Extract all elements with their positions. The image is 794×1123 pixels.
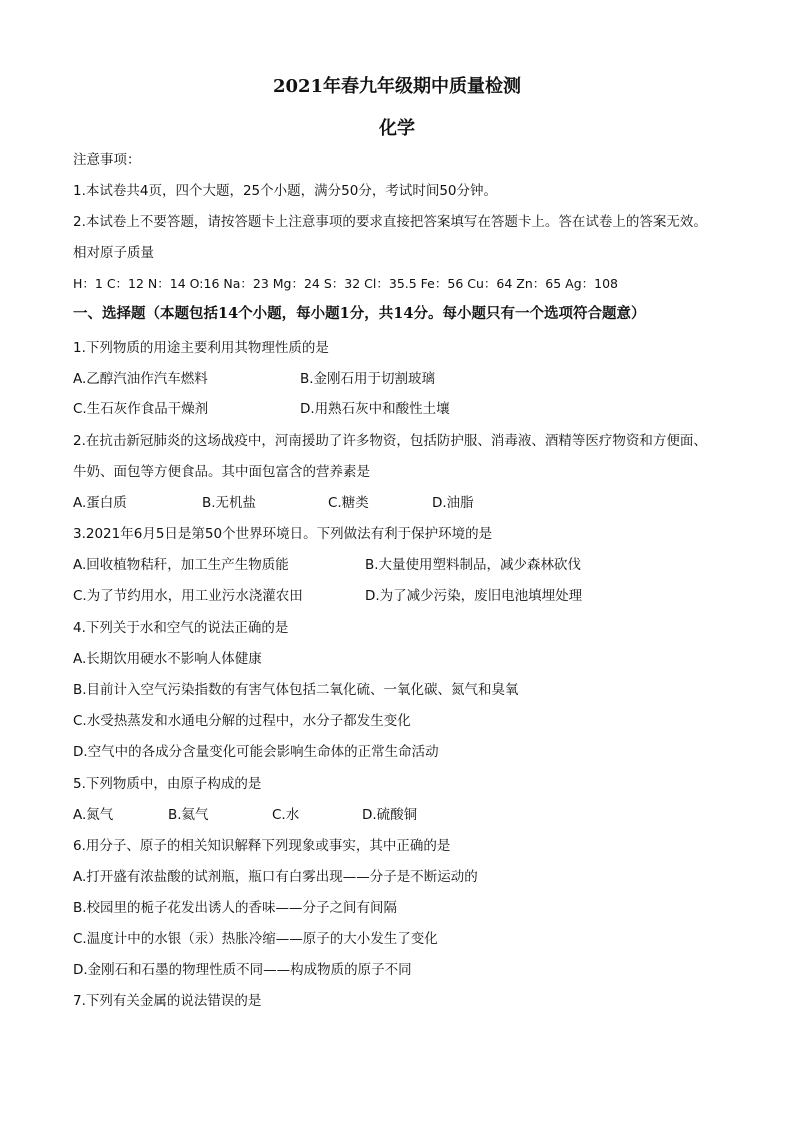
- question-6-option-b: B.校园里的栀子花发出诱人的香味——分子之间有间隔: [73, 900, 398, 916]
- question-5-option-b: B.氦气: [168, 807, 209, 823]
- question-7-stem: 7.下列有关金属的说法错误的是: [73, 993, 262, 1009]
- question-4-stem: 4.下列关于水和空气的说法正确的是: [73, 620, 289, 636]
- question-1-stem: 1.下列物质的用途主要利用其物理性质的是: [73, 340, 329, 356]
- question-5-option-d: D.硫酸铜: [362, 807, 418, 823]
- question-2-stem-line-2: 牛奶、面包等方便食品。其中面包富含的营养素是: [73, 464, 370, 480]
- subject-title: 化学: [379, 118, 415, 139]
- question-1-option-c: C.生石灰作食品干燥剂: [73, 401, 209, 417]
- question-5-option-a: A.氮气: [73, 807, 114, 823]
- question-1-option-a: A.乙醇汽油作汽车燃料: [73, 371, 208, 387]
- question-3-option-d: D.为了减少污染，废旧电池填埋处理: [365, 588, 583, 604]
- question-5-stem: 5.下列物质中，由原子构成的是: [73, 776, 262, 792]
- notes-heading: 注意事项：: [73, 152, 141, 168]
- question-4-option-a: A.长期饮用硬水不影响人体健康: [73, 651, 262, 667]
- notes-item-1: 1.本试卷共4页，四个大题，25个小题，满分50分，考试时间50分钟。: [73, 183, 498, 199]
- question-1-option-b: B.金刚石用于切割玻璃: [300, 371, 436, 387]
- question-6-option-a: A.打开盛有浓盐酸的试剂瓶，瓶口有白雾出现——分子是不断运动的: [73, 869, 478, 885]
- exam-title: 2021年春九年级期中质量检测: [272, 76, 522, 97]
- section-1-heading: 一、选择题（本题包括14个小题，每小题1分，共14分。每小题只有一个选项符合题意）: [73, 305, 646, 322]
- notes-item-2: 2.本试卷上不要答题，请按答题卡上注意事项的要求直接把答案填写在答题卡上。答在试卷上的答案无效。: [73, 214, 707, 230]
- question-1-option-d: D.用熟石灰中和酸性土壤: [300, 401, 450, 417]
- question-2-option-d: D.油脂: [432, 495, 474, 511]
- question-3-option-b: B.大量使用塑料制品，减少森林砍伐: [365, 557, 582, 573]
- question-2-option-b: B.无机盐: [202, 495, 257, 511]
- question-2-option-c: C.糖类: [328, 495, 369, 511]
- question-2-option-a: A.蛋白质: [73, 495, 127, 511]
- question-6-stem: 6.用分子、原子的相关知识解释下列现象或事实，其中正确的是: [73, 838, 451, 854]
- atomic-mass-heading: 相对原子质量: [73, 245, 154, 261]
- question-6-option-d: D.金刚石和石墨的物理性质不同——构成物质的原子不同: [73, 962, 412, 978]
- question-3-stem: 3.2021年6月5日是第50个世界环境日。下列做法有利于保护环境的是: [73, 526, 493, 542]
- question-6-option-c: C.温度计中的水银（汞）热胀冷缩——原子的大小发生了变化: [73, 931, 438, 947]
- question-4-option-d: D.空气中的各成分含量变化可能会影响生命体的正常生命活动: [73, 744, 439, 760]
- atomic-mass-values: H：1 C：12 N：14 O:16 Na：23 Mg：24 S：32 Cl：35.5 Fe：56 Cu：64 Zn：65 Ag：108: [73, 276, 618, 291]
- question-3-option-c: C.为了节约用水，用工业污水浇灌农田: [73, 588, 303, 604]
- question-4-option-b: B.目前计入空气污染指数的有害气体包括二氧化硫、一氧化碳、氮气和臭氧: [73, 682, 519, 698]
- question-4-option-c: C.水受热蒸发和水通电分解的过程中，水分子都发生变化: [73, 713, 411, 729]
- question-3-option-a: A.回收植物秸秆，加工生产生物质能: [73, 557, 289, 573]
- question-5-option-c: C.水: [272, 807, 300, 823]
- question-2-stem-line-1: 2.在抗击新冠肺炎的这场战疫中，河南援助了许多物资，包括防护服、消毒液、酒精等医疗物资和方便面、: [73, 433, 707, 449]
